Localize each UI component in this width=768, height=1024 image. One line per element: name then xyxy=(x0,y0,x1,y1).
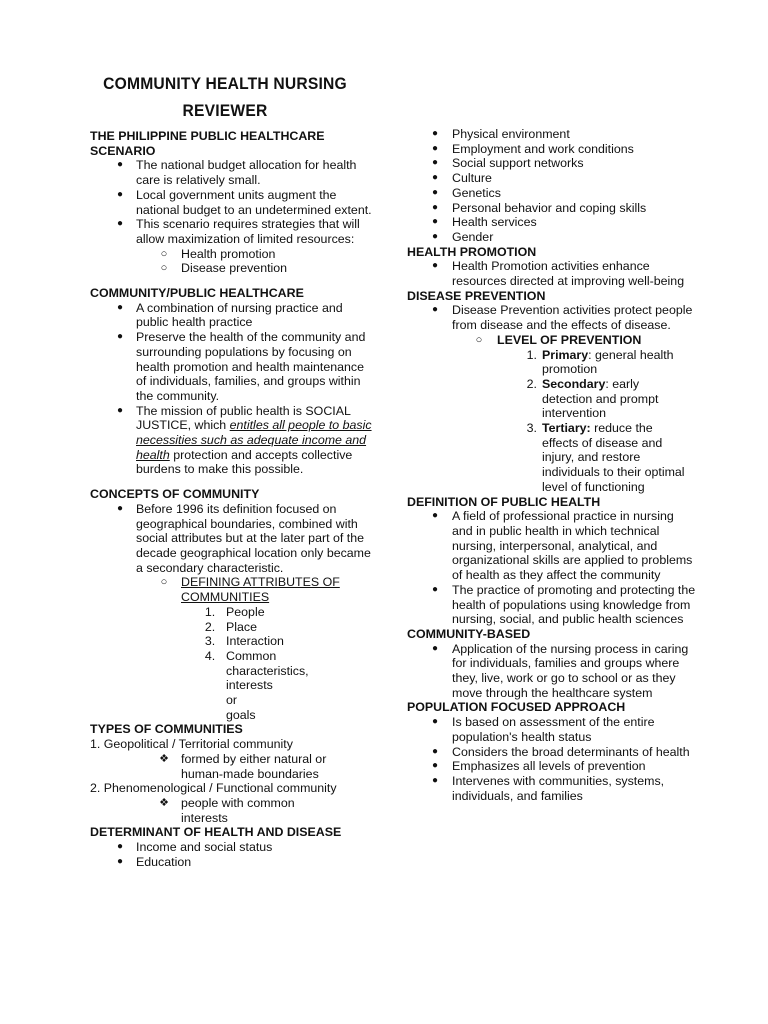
bullet-icon: ● xyxy=(116,404,124,416)
list-item: 3. Interaction xyxy=(90,634,375,649)
bullet-icon: ● xyxy=(116,502,124,514)
list-item: ○ DEFINING ATTRIBUTES OF COMMUNITIES xyxy=(90,575,375,604)
bullet-icon: ● xyxy=(431,716,439,728)
bullet-icon: ● xyxy=(431,186,439,198)
section-heading-population-focused: POPULATION FOCUSED APPROACH xyxy=(407,700,626,715)
list-item: ● This scenario requires strategies that will allow maximization of limited resources: xyxy=(90,217,375,246)
list-item: ❖ people with common interests xyxy=(90,796,375,825)
left-column xyxy=(90,129,375,869)
list-item: ● Income and social status xyxy=(90,840,375,855)
bullet-icon: ● xyxy=(116,331,124,343)
bullet-icon: ● xyxy=(431,745,439,757)
list-item: ● Genetics xyxy=(407,186,697,201)
bullet-icon: ● xyxy=(431,260,439,272)
list-item: ● Culture xyxy=(407,171,697,186)
circle-bullet-icon: ○ xyxy=(160,576,168,589)
list-item: ● Employment and work conditions xyxy=(407,142,697,157)
list-item: 1. Geopolitical / Territorial community xyxy=(90,737,293,752)
list-item: ● Local government units augment the national budget to an undetermined extent. xyxy=(90,188,375,217)
section-heading-health-promotion: HEALTH PROMOTION xyxy=(407,244,537,259)
bullet-icon: ● xyxy=(431,774,439,786)
list-item: ● Personal behavior and coping skills xyxy=(407,201,697,216)
list-item: ● The practice of promoting and protecting the health of populations using knowledge from nursing, social, and public health sciences xyxy=(407,583,697,627)
bullet-icon: ● xyxy=(431,216,439,228)
section-heading-types-of-communities: TYPES OF COMMUNITIES xyxy=(90,722,243,737)
circle-bullet-icon: ○ xyxy=(160,262,168,275)
emphasized-text: entitles all people to basic necessities such as adequate income and health xyxy=(136,418,372,462)
list-number: 4. xyxy=(204,648,216,663)
list-item: ○ Disease prevention xyxy=(90,261,375,276)
section-heading-definition-public-health: DEFINITION OF PUBLIC HEALTH xyxy=(407,494,601,509)
bullet-icon: ● xyxy=(116,301,124,313)
list-item: ● A field of professional practice in nursing and in public health in which technical nursing, interpersonal, analytical, and organizational skills are applied to problems of health as they affect the community xyxy=(407,509,697,583)
bullet-icon: ● xyxy=(431,583,439,595)
right-column xyxy=(407,127,697,803)
list-item: ● Disease Prevention activities protect people from disease and the effects of disease. xyxy=(407,303,697,332)
bullet-icon: ● xyxy=(116,218,124,230)
section-heading-philippine-scenario: THE PHILIPPINE PUBLIC HEALTHCARE SCENARIO xyxy=(90,129,325,158)
section-heading-community-healthcare: COMMUNITY/PUBLIC HEALTHCARE xyxy=(90,286,304,301)
bullet-icon: ● xyxy=(431,510,439,522)
diamond-bullet-icon: ❖ xyxy=(159,796,169,809)
list-number: 2. xyxy=(204,619,216,634)
bullet-icon: ● xyxy=(431,230,439,242)
list-item: ● Emphasizes all levels of prevention xyxy=(407,759,697,774)
list-item: ● Social support networks xyxy=(407,156,697,171)
list-item: ○ LEVEL OF PREVENTION xyxy=(407,333,697,348)
list-item: ● Education xyxy=(90,855,375,870)
list-item: ● Physical environment xyxy=(407,127,697,142)
list-item: ● Health Promotion activities enhance resources directed at improving well-being xyxy=(407,259,697,288)
list-number: 1. xyxy=(204,604,216,619)
list-item: ● Before 1996 its definition focused on geographical boundaries, combined with social attributes but at the later part of the decade geographical location only became a secondary characteristic. xyxy=(90,502,375,576)
bullet-icon: ● xyxy=(431,142,439,154)
bullet-icon: ● xyxy=(116,159,124,171)
bullet-icon: ● xyxy=(431,128,439,139)
list-number: 3. xyxy=(204,634,216,649)
bullet-icon: ● xyxy=(431,760,439,772)
list-item: ● Preserve the health of the community and surrounding populations by focusing on health promotion and health maintenance of individuals, families, and groups within the community. xyxy=(90,330,375,404)
list-item: 2. Phenomenological / Functional community xyxy=(90,781,337,796)
list-item: ● The mission of public health is SOCIAL JUSTICE, which entitles all people to basic necessities such as adequate income and health protection and accepts collective burdens to make this possible. xyxy=(90,404,375,478)
list-item: ● Intervenes with communities, systems, individuals, and families xyxy=(407,774,697,803)
circle-bullet-icon: ○ xyxy=(160,247,168,260)
list-item: ● Health services xyxy=(407,215,697,230)
list-item: 2. Secondary: early detection and prompt intervention xyxy=(407,377,697,421)
list-number: 3. xyxy=(526,421,537,436)
bullet-icon: ● xyxy=(431,172,439,184)
bullet-icon: ● xyxy=(431,157,439,169)
list-item: ● Application of the nursing process in caring for individuals, families and groups where they, live, work or go to school or as they move through the healthcare system xyxy=(407,642,697,701)
bullet-icon: ● xyxy=(116,188,124,200)
list-item: ● Gender xyxy=(407,230,697,245)
bullet-icon: ● xyxy=(431,304,439,316)
list-item: 4. Common characteristics, interests or goals xyxy=(90,649,375,723)
bullet-icon: ● xyxy=(431,201,439,213)
list-item: 3. Tertiary: reduce the effects of disease and injury, and restore individuals to their optimal level of functioning xyxy=(407,421,697,495)
bullet-icon: ● xyxy=(116,855,124,867)
list-number: 2. xyxy=(526,376,537,391)
list-item: 1. People xyxy=(90,605,375,620)
circle-bullet-icon: ○ xyxy=(475,333,483,346)
section-heading-disease-prevention: DISEASE PREVENTION xyxy=(407,288,546,303)
list-item: ● A combination of nursing practice and public health practice xyxy=(90,301,375,330)
section-heading-concepts-of-community: CONCEPTS OF COMMUNITY xyxy=(90,487,260,502)
document-title-line2: REVIEWER xyxy=(182,101,268,120)
list-item: 2. Place xyxy=(90,620,375,635)
list-item: ❖ formed by either natural or human-made boundaries xyxy=(90,752,375,781)
list-item: ○ Health promotion xyxy=(90,247,375,262)
section-heading-determinant-of-health: DETERMINANT OF HEALTH AND DISEASE xyxy=(90,825,342,840)
list-item: ● The national budget allocation for health care is relatively small. xyxy=(90,158,375,187)
section-heading-community-based: COMMUNITY-BASED xyxy=(407,626,531,641)
list-item: 1. Primary: general health promotion xyxy=(407,348,697,377)
list-item: ● Is based on assessment of the entire population's health status xyxy=(407,715,697,744)
list-number: 1. xyxy=(526,347,537,362)
document-title-line1: COMMUNITY HEALTH NURSING xyxy=(103,74,347,93)
list-item: ● Considers the broad determinants of health xyxy=(407,745,697,760)
bullet-icon: ● xyxy=(431,642,439,654)
bullet-icon: ● xyxy=(116,841,124,853)
diamond-bullet-icon: ❖ xyxy=(159,752,169,765)
